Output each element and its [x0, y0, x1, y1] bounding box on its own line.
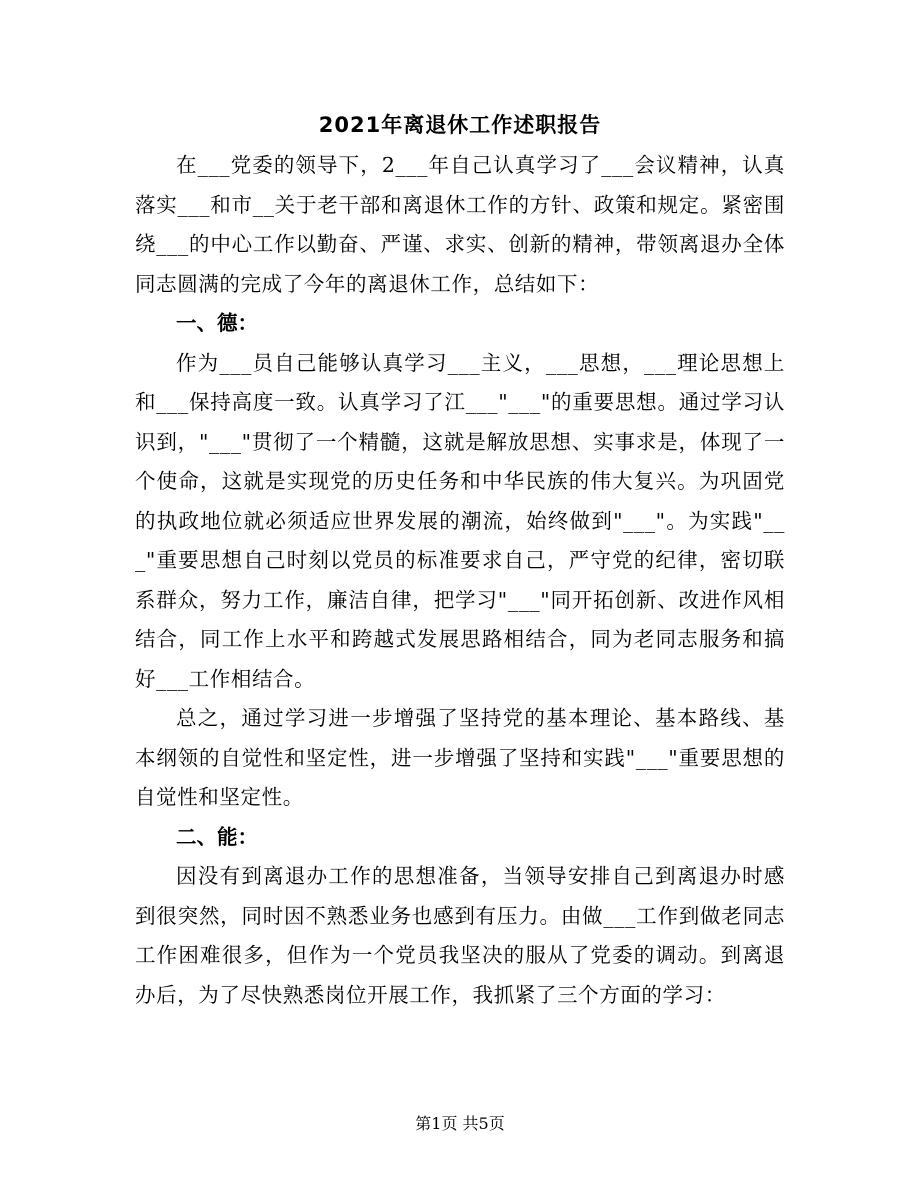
page-number-footer: 第1页 共5页 — [415, 1114, 505, 1133]
virtue-paragraph: 作为___员自己能够认真学习___主义，___思想，___理论思想上和___保持高度一致。认真学习了江___"___"的重要思想。通过学习认识到，"___"贯彻了一个精髓，这就是解放思想、实事求是，体现了一个使命，这就是实现党的历史任务和中华民族的伟大复兴。为巩固党的执政地位就必须适应世界发展的潮流，始终做到"___"。为实践"___"重要思想自己时刻以党员的标准要求自己，严守党的纪律，密切联系群众，努力工作，廉洁自律，把学习"___"同开拓创新、改进作风相结合，同工作上水平和跨越式发展思路相结合，同为老同志服务和搞好___工作相结合。 — [135, 350, 785, 691]
section-heading-virtue: 一、德： — [176, 311, 258, 335]
document-body — [135, 146, 785, 1015]
section-heading-ability: 二、能： — [176, 824, 258, 849]
summary-paragraph: 总之，通过学习进一步增强了坚持党的基本理论、基本路线、基本纲领的自觉性和坚定性，进一步增强了坚持和实践"___"重要思想的自觉性和坚定性。 — [135, 706, 785, 809]
intro-paragraph: 在___党委的领导下，2___年自己认真学习了___会议精神，认真落实___和市__关于老干部和离退休工作的方针、政策和规定。紧密围绕___的中心工作以勤奋、严谨、求实、创新的精神，带领离退办全体同志圆满的完成了今年的离退休工作，总结如下： — [135, 153, 785, 296]
document-title: 2021年离退休工作述职报告 — [318, 113, 602, 137]
ability-paragraph: 因没有到离退办工作的思想准备，当领导安排自己到离退办时感到很突然，同时因不熟悉业务也感到有压力。由做___工作到做老同志工作困难很多，但作为一个党员我坚决的服从了党委的调动。到离退办后，为了尽快熟悉岗位开展工作，我抓紧了三个方面的学习： — [135, 864, 785, 1007]
